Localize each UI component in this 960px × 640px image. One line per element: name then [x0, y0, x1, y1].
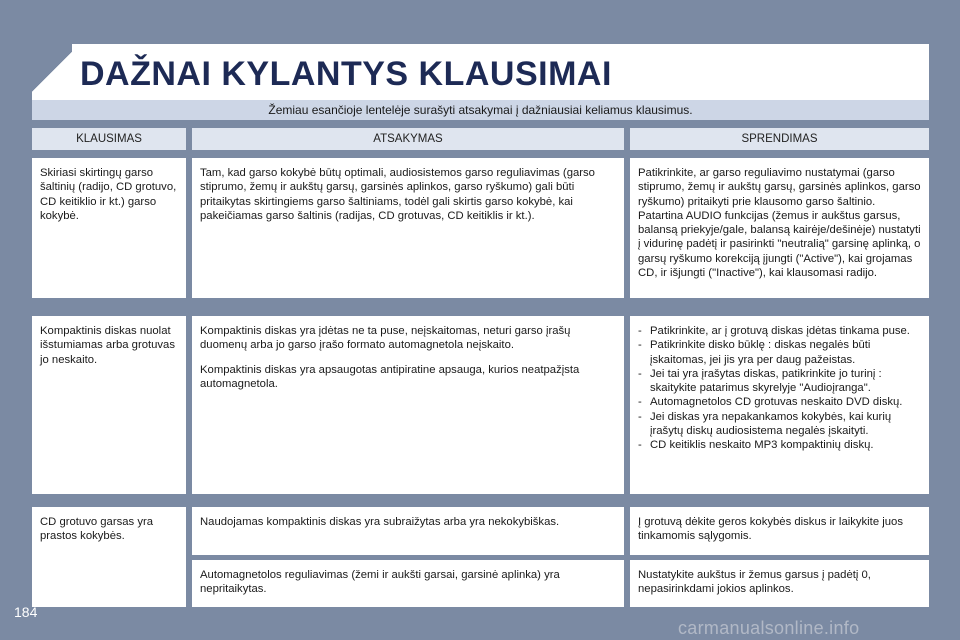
row3-solution-a	[630, 507, 929, 555]
answer-text: Naudojamas kompaktinis diskas yra subraižytas arba yra nekokybiškas.	[200, 516, 560, 528]
solution-text: Į grotuvą dėkite geros kokybės diskus ir laikykite juos tinkamomis sąlygomis.	[638, 516, 903, 543]
intro-text: Žemiau esančioje lentelėje surašyti atsakymai į dažniausiai keliamus klausimus.	[32, 100, 929, 120]
row1-solution	[630, 158, 929, 298]
page-title: DAŽNAI KYLANTYS KLAUSIMAI	[80, 55, 612, 93]
row3-answer-a	[192, 507, 624, 555]
solution-text: Patikrinkite, ar garso reguliavimo nustatymai (garso stiprumo, žemų ir aukštų garsų, garsinės aplinkos, garso ryškumo) pritaikyti prie klausomo garso šaltinio. Patartina AUDIO funkcijas (žemus ir aukštus garsus, balansą priekyje/gale, balansą kairėje/dešinėje) nustatyti į vidurinę padėtį ir pasirinkti "neutralią" garsinę aplinką, o garsų ryškumo korekciją įjungti ("Active"), kai grojamas CD, ir išjungti ("Inactive"), kai klausomasi radijo.	[638, 167, 921, 280]
answer-text-1: Kompaktinis diskas yra įdėtas ne ta puse, neįskaitomas, neturi garso įrašų duomenų arba jo garso įrašo formato automagnetola neįskaito.	[200, 325, 571, 352]
list-item: - Patikrinkite, ar į grotuvą diskas įdėtas tinkama puse.	[638, 324, 921, 338]
row1-question	[32, 158, 186, 298]
header-solutions: SPRENDIMAS	[630, 128, 929, 150]
row2-question	[32, 316, 186, 494]
list-item: - Jei tai yra įrašytas diskas, patikrinkite jo turinį : skaitykite patarimus skyrelyje "Audioįranga".	[638, 367, 921, 396]
answer-text: Automagnetolos reguliavimas (žemi ir aukšti garsai, garsinė aplinka) yra nepritaikytas.	[200, 569, 560, 596]
question-text: Skiriasi skirtingų garso šaltinių (radijo, CD grotuvo, CD keitiklio ir kt.) garso kokybė.	[40, 167, 177, 222]
header-answers: ATSAKYMAS	[192, 128, 624, 150]
list-item: - Patikrinkite disko būklę : diskas negalės būti įskaitomas, jei jis yra per daug pažeistas.	[638, 338, 921, 367]
question-text: CD grotuvo garsas yra prastos kokybės.	[40, 516, 154, 543]
row1-answer	[192, 158, 624, 298]
answer-text-2: Kompaktinis diskas yra apsaugotas antipiratine apsauga, kurios neatpažįsta automagnetola.	[200, 363, 580, 390]
list-item: - Jei diskas yra nepakankamos kokybės, kai kurių įrašytų diskų audiosistema negalės įskaityti.	[638, 410, 921, 439]
row2-answer	[192, 316, 624, 494]
row3-question	[32, 507, 186, 607]
header-questions: KLAUSIMAS	[32, 128, 186, 150]
solution-text: Nustatykite aukštus ir žemus garsus į padėtį 0, nepasirinkdami jokios aplinkos.	[638, 569, 871, 596]
page-number: 184	[14, 604, 38, 620]
answer-text: Tam, kad garso kokybė būtų optimali, audiosistemos garso reguliavimas (garso stiprumo, žemų ir aukštų garsų, garsinės aplinkos, garso ryškumo) gali būti pritaikytas skirtingiems garso šaltiniams, todėl gali skirtis garso kokybė, kai pakeičiamas garso šaltinis (radijas, CD grotuvas, CD keitiklis ir kt.).	[200, 167, 595, 222]
row2-solution	[630, 316, 929, 494]
list-item: - Automagnetolos CD grotuvas neskaito DVD diskų.	[638, 395, 921, 409]
row3-solution-b	[630, 560, 929, 607]
question-text: Kompaktinis diskas nuolat išstumiamas arba grotuvas jo neskaito.	[40, 325, 175, 366]
row3-answer-b	[192, 560, 624, 607]
watermark: carmanualsonline.info	[678, 618, 860, 638]
solution-list	[638, 324, 921, 453]
list-item: - CD keitiklis neskaito MP3 kompaktinių diskų.	[638, 438, 921, 452]
